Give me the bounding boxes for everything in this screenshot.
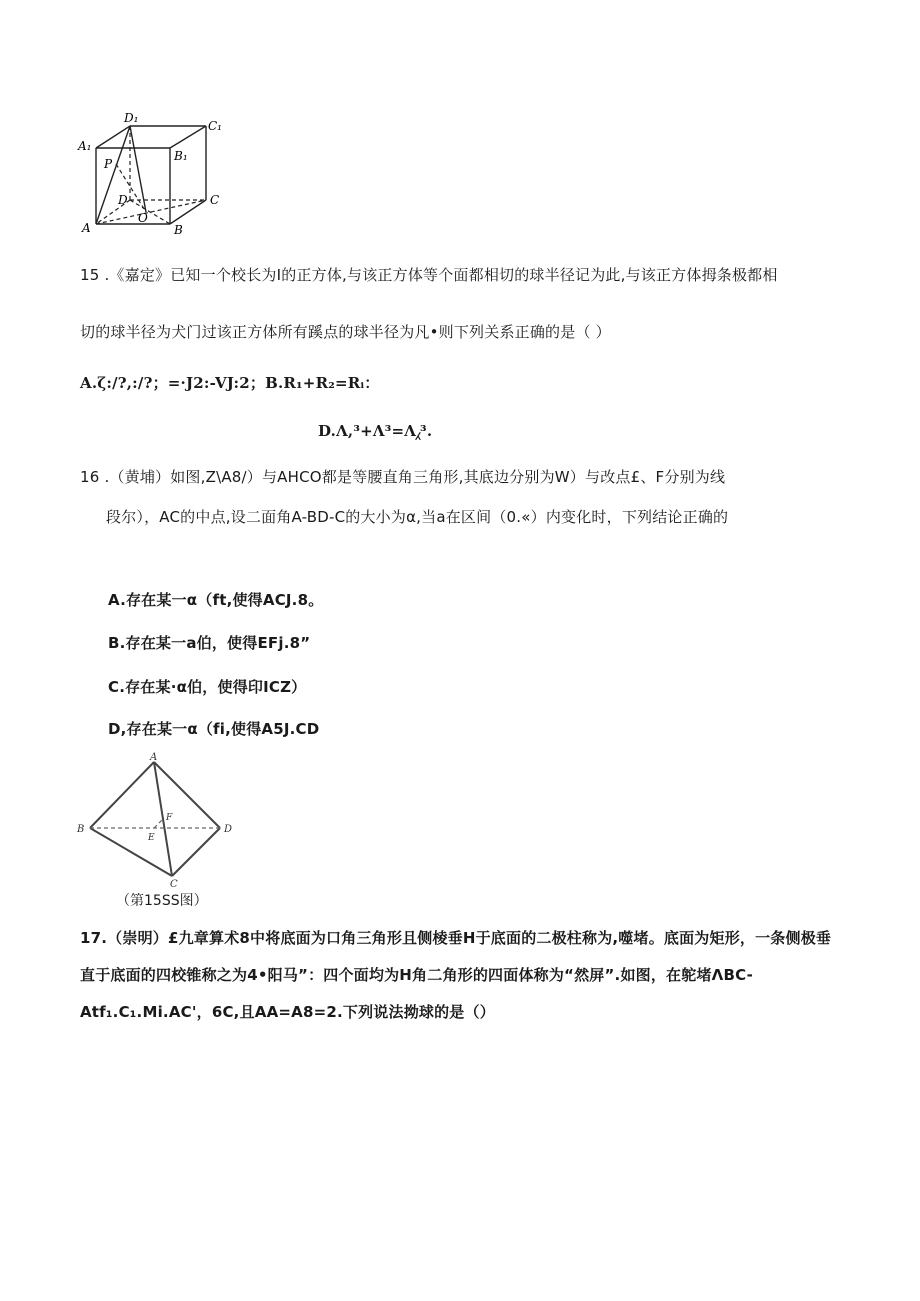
- q16-option-d: D,存在某一α（fi,使得A5J.CD: [108, 720, 320, 738]
- q17-line1: 17.（崇明）£九章算术8中将底面为口角三角形且侧棱垂H于底面的二极柱称为,噬堵。底面为矩形，一条侧极垂: [80, 929, 832, 947]
- q15-options-ab: A.ζ:/?,:/?；=·J2:-VJ:2；B.R₁+R₂=Rᵢ：: [80, 374, 380, 392]
- label-tetra-D: D: [224, 824, 233, 835]
- label-tetra-F: F: [166, 813, 173, 823]
- label-tetra-C: C: [170, 879, 178, 890]
- label-P: P: [104, 157, 113, 171]
- tetrahedron-diagram: [74, 750, 244, 890]
- label-C1: C₁: [208, 119, 222, 133]
- label-tetra-B: B: [77, 824, 85, 835]
- label-A1: A₁: [78, 139, 92, 153]
- label-C: C: [210, 193, 220, 207]
- q15-line1: 15 .《嘉定》已知一个校长为I的正方体,与该正方体等个面都相切的球半径记为此,与该正方体拇条极都相: [80, 266, 778, 284]
- q15-line2: 切的球半径为犬门过该正方体所有蹊点的球半径为凡•则下列关系正确的是（ ）: [80, 323, 611, 341]
- q16-option-c: C.存在某·α伯，使得印ICZ）: [108, 678, 307, 696]
- cube-figure: [70, 108, 230, 238]
- q16-line1: 16 .（黄埔）如图,Z\A8∕）与AHCO都是等腰直角三角形,其底边分别为W）与改点£、F分别为线: [80, 468, 726, 486]
- label-D: D: [118, 193, 128, 207]
- label-B: B: [174, 223, 183, 237]
- q16-line2: 段尔），AC的中点,设二面角A-BD-C的大小为α,当a在区间（0.«）内变化时，下列结论正确的: [106, 508, 729, 526]
- label-tetra-E: E: [148, 833, 155, 843]
- tetrahedron-caption: （第15SS图）: [116, 893, 208, 909]
- q15-option-d: D.Λ,³+Λ³=Λ⁁³.: [318, 422, 433, 440]
- label-D1: D₁: [124, 111, 139, 125]
- cube-diagram: [70, 108, 230, 238]
- label-B1: B₁: [174, 149, 188, 163]
- q17-line2: 直于底面的四校锥称之为4•阳马”：四个面均为H角二角形的四面体称为“然屏”.如图，在鸵堵ΛBC-: [80, 966, 754, 984]
- q16-option-a: A.存在某一α（ft,使得ACJ.8。: [108, 591, 324, 609]
- q16-option-b: B.存在某一a伯，使得EFj.8”: [108, 634, 311, 652]
- label-O: O: [138, 211, 148, 225]
- label-A: A: [82, 221, 91, 235]
- tetrahedron-figure: [74, 750, 244, 890]
- q17-line3: Atf₁.C₁.Mi.AC'，6C,且AA=A8=2.下列说法拗球的是（）: [80, 1003, 495, 1021]
- label-tetra-A: A: [150, 752, 158, 763]
